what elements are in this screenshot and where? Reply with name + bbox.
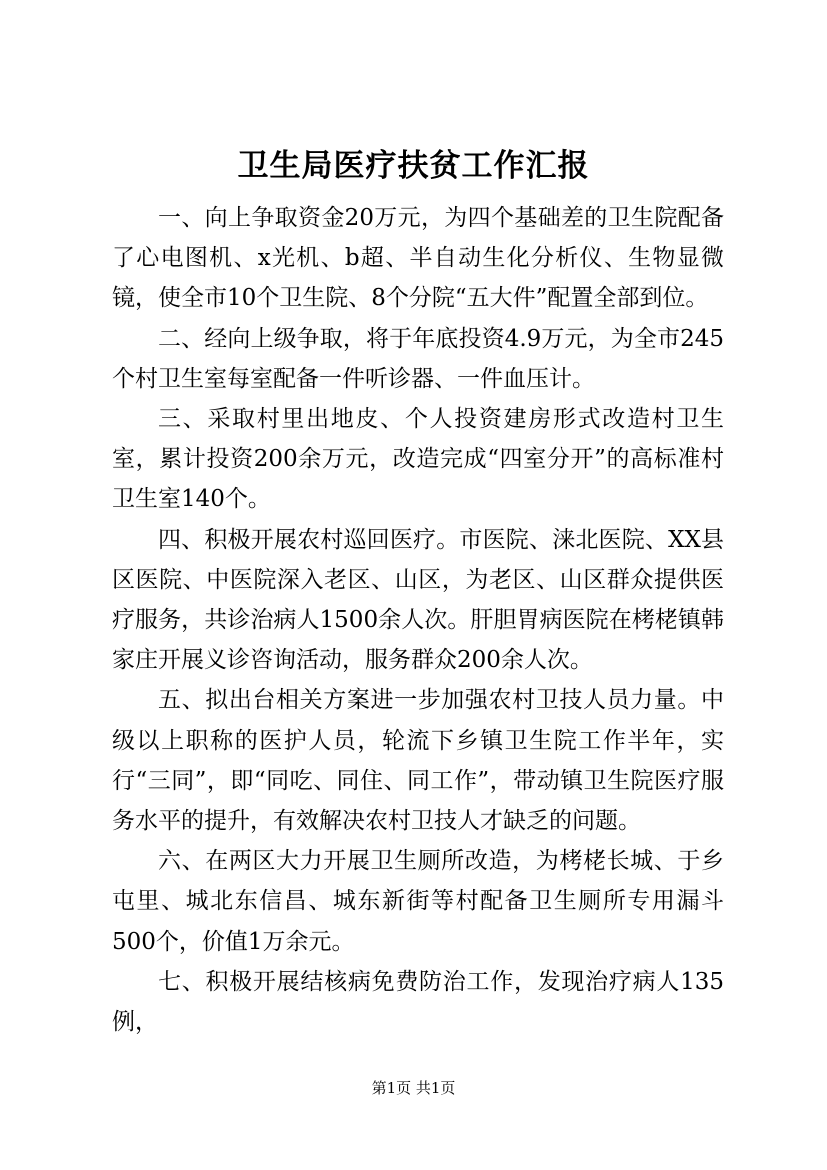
paragraph-6: 六、在两区大力开展卫生厕所改造，为栲栳长城、于乡屯里、城北东信昌、城东新街等村配备卫生厕所专用漏斗500个，价值1万余元。 (112, 848, 724, 955)
paragraph-7: 七、积极开展结核病免费防治工作，发现治疗病人135例， (112, 968, 724, 1036)
paragraph-5: 五、拟出台相关方案进一步加强农村卫技人员力量。中级以上职称的医护人员，轮流下乡镇卫生院工作半年，实行“三同”，即“同吃、同住、同工作”，带动镇卫生院医疗服务水平的提升，有效解决农村卫技人才缺乏的问题。 (112, 687, 724, 835)
paragraph-2: 二、经向上级争取，将于年底投资4.9万元，为全市245个村卫生室每室配备一件听诊器、一件血压计。 (112, 325, 724, 392)
paragraph-3: 三、采取村里出地皮、个人投资建房形式改造村卫生室，累计投资200余万元，改造完成“四室分开”的高标准村卫生室140个。 (112, 406, 724, 513)
document-title: 卫生局医疗扶贫工作汇报 (237, 148, 590, 184)
page-number-footer: 第1页 共1页 (371, 1079, 456, 1097)
paragraph-1: 一、向上争取资金20万元，为四个基础差的卫生院配备了心电图机、x光机、b超、半自动生化分析仪、生物显微镜，使全市10个卫生院、8个分院“五大件”配置全部到位。 (112, 205, 724, 312)
document-body (112, 198, 724, 1042)
paragraph-4: 四、积极开展农村巡回医疗。市医院、涞北医院、XX县区医院、中医院深入老区、山区，为老区、山区群众提供医疗服务，共诊治病人1500余人次。肝胆胃病医院在栲栳镇韩家庄开展义诊咨询活动，服务群众200余人次。 (112, 526, 724, 674)
